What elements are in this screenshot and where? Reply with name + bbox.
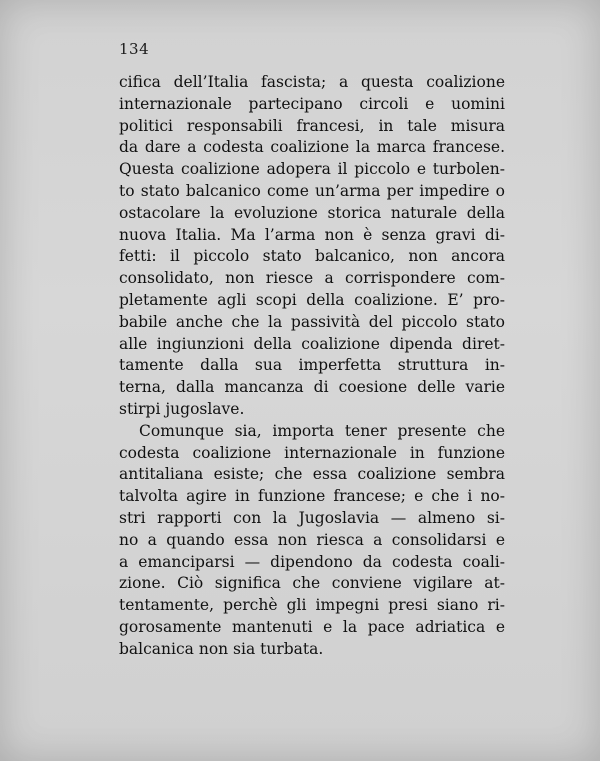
text-line: antitaliana esiste; che essa coalizione sembra [119, 465, 505, 484]
text-line: ostacolare la evoluzione storica naturale della [119, 203, 505, 222]
text-line: internazionale partecipano circoli e uomini [119, 94, 505, 113]
text-line: no a quando essa non riesca a consolidarsi e [119, 530, 505, 549]
text-line: alle ingiunzioni della coalizione dipenda diret- [119, 334, 505, 353]
text-line: stri rapporti con la Jugoslavia — almeno si- [119, 508, 505, 527]
paragraph-2 [119, 421, 505, 661]
text-line: zione. Ciò significa che conviene vigilare at- [119, 574, 505, 593]
text-line: babile anche che la passività del piccolo stato [119, 312, 505, 331]
text-line: gorosamente mantenuti e la pace adriatica e [119, 617, 505, 636]
text-line: nuova Italia. Ma l’arma non è senza gravi di- [119, 225, 505, 244]
text-line: stirpi jugoslave. [119, 399, 245, 418]
text-line: politici responsabili francesi, in tale misura [119, 116, 505, 135]
text-line: Questa coalizione adopera il piccolo e turbolen- [119, 160, 505, 179]
page-number: 134 [119, 40, 150, 58]
text-line: a emanciparsi — dipendono da codesta coali- [119, 552, 505, 571]
body-text [119, 72, 505, 661]
text-line: pletamente agli scopi della coalizione. E’ pro- [119, 290, 505, 309]
text-line: da dare a codesta coalizione la marca francese. [119, 138, 505, 157]
text-line: terna, dalla mancanza di coesione delle varie [119, 378, 505, 397]
text-line: tamente dalla sua imperfetta struttura in- [119, 356, 505, 375]
text-line: consolidato, non riesce a corrispondere com- [119, 269, 505, 288]
text-line: Comunque sia, importa tener presente che [139, 421, 505, 440]
text-line: talvolta agire in funzione francese; e che i no- [119, 487, 505, 506]
text-line: cifica dell’Italia fascista; a questa coalizione [119, 73, 505, 91]
text-line: codesta coalizione internazionale in funzione [119, 443, 505, 462]
text-line: to stato balcanico come un’arma per impedire o [119, 181, 505, 200]
text-line: balcanica non sia turbata. [119, 639, 324, 658]
paragraph-1 [119, 72, 505, 421]
text-line: fetti: il piccolo stato balcanico, non ancora [119, 247, 505, 266]
text-line: tentamente, perchè gli impegni presi siano ri- [119, 596, 505, 615]
